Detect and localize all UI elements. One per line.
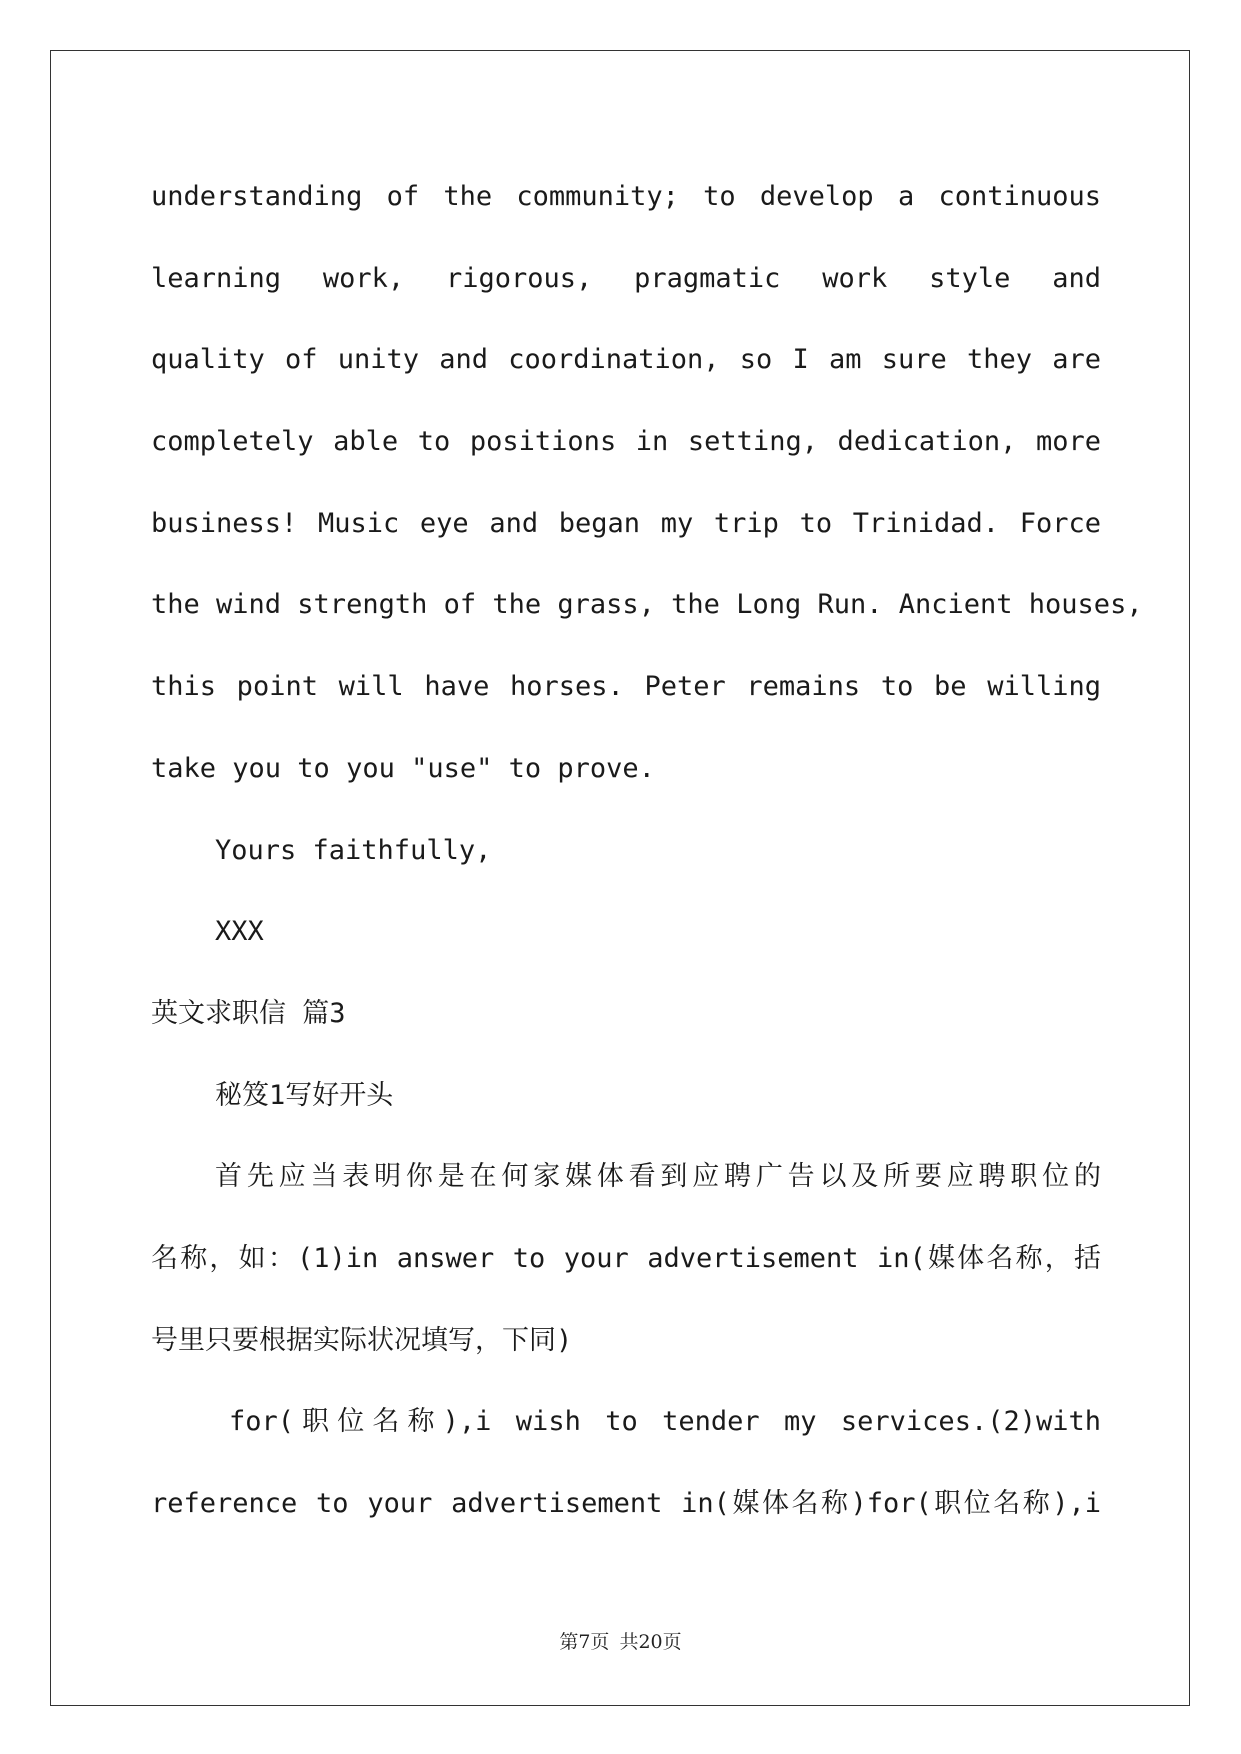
body-line: this point will have horses. Peter remains to be willing <box>151 671 1101 703</box>
paragraph-line: 号里只要根据实际状况填写，下同) <box>151 1324 573 1356</box>
body-line: understanding of the community; to develop a continuous <box>151 181 1101 212</box>
tip-heading: 秘笈1写好开头 <box>215 1079 394 1111</box>
body-line: take you to you "use" to prove. <box>151 752 655 784</box>
signature: XXX <box>215 916 264 948</box>
body-line: business! Music eye and began my trip to Trinidad. Force <box>151 507 1101 539</box>
paragraph-line: 首先应当表明你是在何家媒体看到应聘广告以及所要应聘职位的 <box>215 1161 1101 1193</box>
paragraph-line: reference to your advertisement in(媒体名称)for(职位名称),i <box>151 1488 1101 1519</box>
total-pages: 共20页 <box>619 1631 682 1653</box>
body-line: completely able to positions in setting, dedication, more <box>151 426 1101 458</box>
body-line: quality of unity and coordination, so I am sure they are <box>151 344 1101 376</box>
body-line: learning work, rigorous, pragmatic work style and <box>151 262 1101 294</box>
closing-line: Yours faithfully, <box>215 834 492 866</box>
section-heading: 英文求职信 篇3 <box>151 997 346 1029</box>
page-footer <box>0 1627 1241 1654</box>
paragraph-line: for(职位名称),i wish to tender my services.(2)with <box>229 1406 1101 1438</box>
body-line: the wind strength of the grass, the Long Run. Ancient houses, <box>151 589 1143 621</box>
paragraph-line: 名称，如：(1)in answer to your advertisement in(媒体名称，括 <box>151 1242 1101 1274</box>
page-number: 第7页 <box>559 1631 610 1653</box>
document-body <box>151 156 1143 1545</box>
